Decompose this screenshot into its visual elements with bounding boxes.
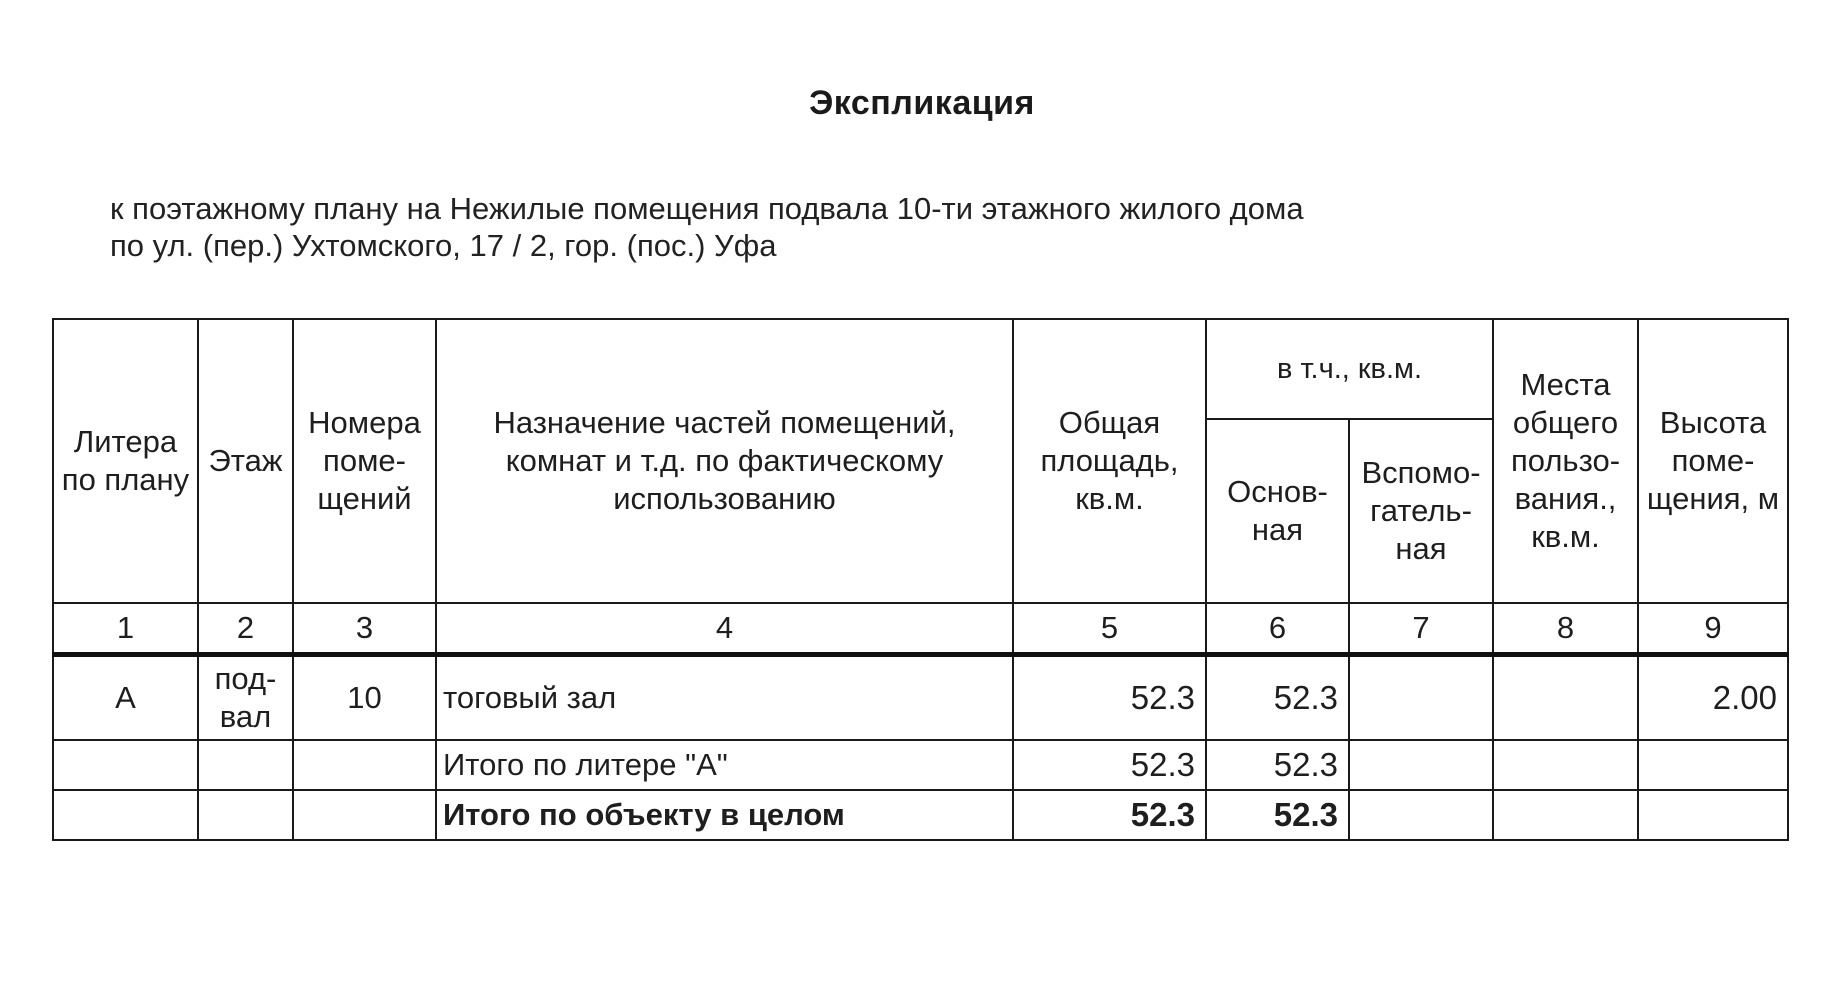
column-number: 7 — [1349, 603, 1493, 655]
cell-etazh: под-вал — [198, 655, 293, 741]
header-osnovnaya: Основ-ная — [1206, 419, 1349, 603]
total-obshaya: 52.3 — [1013, 790, 1206, 840]
total-row — [53, 790, 1788, 840]
table-row — [53, 655, 1788, 741]
cell-nomer: 10 — [293, 655, 436, 741]
column-number: 2 — [198, 603, 293, 655]
header-obshaya-ploshad: Общая площадь, кв.м. — [1013, 319, 1206, 603]
cell-osnovnaya: 52.3 — [1206, 655, 1349, 741]
cell-mesta — [1493, 655, 1638, 741]
header-naznachenie: Назначение частей помещений, комнат и т.д. по фактическому использованию — [436, 319, 1013, 603]
total-label: Итого по объекту в целом — [436, 790, 1013, 840]
subtitle-line-1: к поэтажному плану на Нежилые помещения подвала 10-ти этажного жилого дома — [110, 191, 1304, 226]
header-v-tch: в т.ч., кв.м. — [1206, 319, 1493, 419]
header-mesta-obshego-polzovaniya: Места общего пользо-вания., кв.м. — [1493, 319, 1638, 603]
header-vspomogatelnaya: Вспомо-гатель-ная — [1349, 419, 1493, 603]
subtotal-osnovnaya: 52.3 — [1206, 740, 1349, 790]
column-number: 4 — [436, 603, 1013, 655]
cell-litera: А — [53, 655, 198, 741]
subtitle-line-2: по ул. (пер.) Ухтомского, 17 / 2, гор. (пос.) Уфа — [110, 228, 777, 263]
cell-naznachenie: тоговый зал — [436, 655, 1013, 741]
explication-table — [52, 318, 1789, 841]
column-number: 5 — [1013, 603, 1206, 655]
column-number: 9 — [1638, 603, 1788, 655]
document-subtitle — [110, 190, 1304, 264]
subtotal-obshaya: 52.3 — [1013, 740, 1206, 790]
header-litera: Литера по плану — [53, 319, 198, 603]
cell-obshaya: 52.3 — [1013, 655, 1206, 741]
column-number: 3 — [293, 603, 436, 655]
header-etazh: Этаж — [198, 319, 293, 603]
subtotal-row — [53, 740, 1788, 790]
cell-vysota: 2.00 — [1638, 655, 1788, 741]
column-number: 1 — [53, 603, 198, 655]
cell-vspomogatelnaya — [1349, 655, 1493, 741]
subtotal-label: Итого по литере "А" — [436, 740, 1013, 790]
document-title: Экспликация — [809, 84, 1035, 122]
header-vysota: Высота поме-щения, м — [1638, 319, 1788, 603]
column-number: 6 — [1206, 603, 1349, 655]
total-osnovnaya: 52.3 — [1206, 790, 1349, 840]
header-nomera: Номера поме-щений — [293, 319, 436, 603]
column-number: 8 — [1493, 603, 1638, 655]
